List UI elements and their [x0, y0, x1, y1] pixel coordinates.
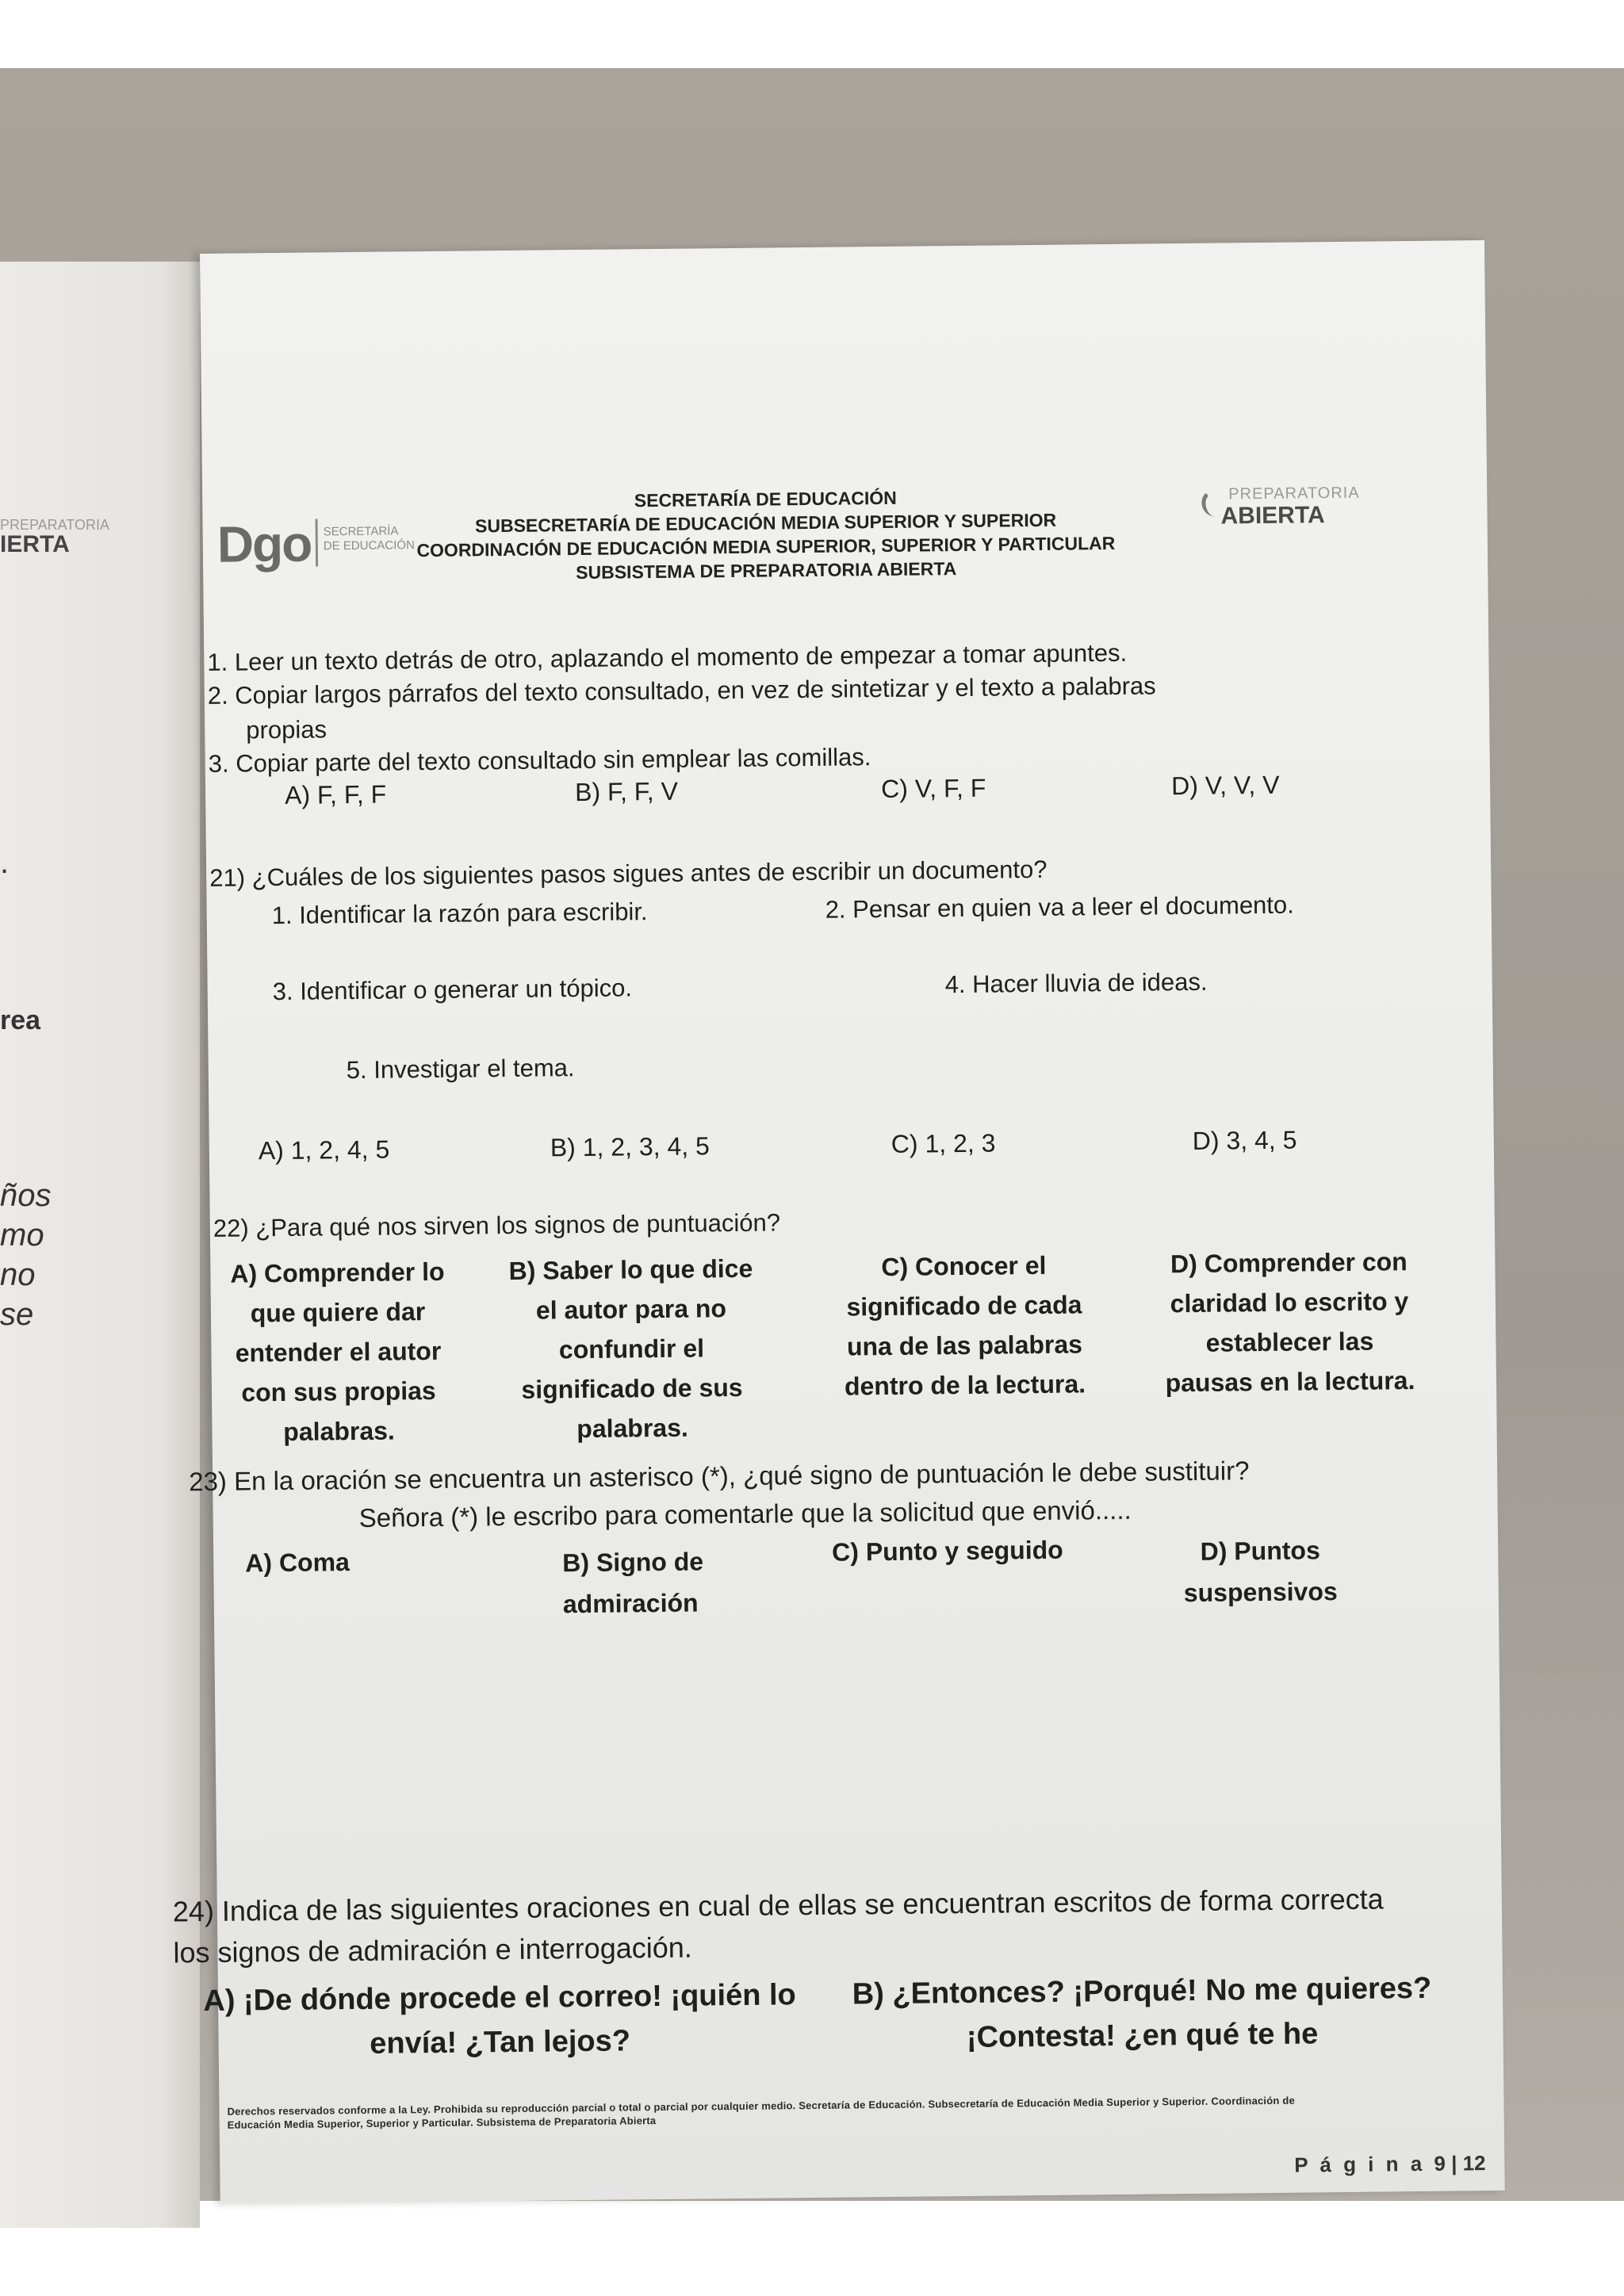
option-line: B) Signo de — [562, 1547, 704, 1578]
option-line: ¡Contesta! ¿en qué te he — [966, 2017, 1319, 2054]
option-line: palabras. — [283, 1416, 395, 1446]
option-line: dentro de la lectura. — [844, 1369, 1086, 1401]
option-line: A) ¡De dónde procede el correo! ¡quién lo — [203, 1978, 796, 2019]
left-fragment: no — [0, 1257, 36, 1292]
option-line: suspensivos — [1183, 1577, 1338, 1608]
q24-question-cont: los signos de admiración e interrogación. — [173, 1931, 692, 1969]
q24-option-b[interactable] — [829, 1966, 1456, 2061]
option-line: significado de cada — [846, 1290, 1082, 1322]
q21-option-d[interactable]: D) 3, 4, 5 — [1192, 1125, 1297, 1155]
option-line: palabras. — [576, 1413, 688, 1444]
left-header-small: PREPARATORIA — [0, 517, 110, 533]
q21-step-5: 5. Investigar el tema. — [346, 1054, 575, 1085]
left-fragment: mo — [0, 1218, 44, 1253]
q21-option-c[interactable]: C) 1, 2, 3 — [891, 1128, 996, 1158]
page-label: P á g i n a — [1294, 2151, 1426, 2177]
option-line: significado de sus — [521, 1372, 743, 1404]
header-line-2: SUBSECRETARÍA DE EDUCACIÓN MEDIA SUPERIOR Y SUPERIOR — [474, 509, 1057, 537]
q23-option-c[interactable] — [832, 1536, 1063, 1567]
q21-step-3: 3. Identificar o generar un tópico. — [272, 974, 633, 1006]
dgo-logo-text: Dgo — [216, 515, 312, 573]
q20-option-b[interactable]: B) F, F, V — [574, 776, 679, 807]
q20-item-3: 3. Copiar parte del texto consultado sin emplear las comillas. — [208, 743, 871, 778]
dgo-sub-line: SECRETARÍA — [323, 524, 399, 539]
q20-option-a[interactable]: A) F, F, F — [284, 779, 387, 809]
option-line: una de las palabras — [846, 1330, 1083, 1361]
option-line: con sus propias — [241, 1376, 436, 1407]
option-line: envía! ¿Tan lejos? — [370, 2024, 631, 2061]
q21-step-2: 2. Pensar en quien va a leer el documento. — [825, 890, 1294, 924]
option-line: que quiere dar — [250, 1297, 426, 1328]
q20-item-2-cont: propias — [246, 715, 327, 744]
option-line: B) Saber lo que dice — [508, 1253, 753, 1285]
q21-option-b[interactable]: B) 1, 2, 3, 4, 5 — [550, 1131, 710, 1162]
header-line-1: SECRETARÍA DE EDUCACIÓN — [634, 487, 897, 511]
q20-option-c[interactable]: C) V, F, F — [880, 773, 986, 804]
option-line: establecer las — [1205, 1326, 1374, 1357]
legal-line: Educación Media Superior, Superior y Particular. Subsistema de Preparatoria Abierta — [227, 2114, 657, 2131]
page-number-value: 9 | 12 — [1434, 2151, 1486, 2175]
q23-question: 23) En la oración se encuentra un asterisco (*), ¿qué signo de puntuación le debe sustituir? — [189, 1456, 1250, 1497]
option-line: D) Puntos — [1200, 1536, 1320, 1566]
q20-item-2: 2. Copiar largos párrafos del texto consultado, en vez de sintetizar y el texto a palabras — [207, 672, 1156, 710]
header-line-3: COORDINACIÓN DE EDUCACIÓN MEDIA SUPERIOR, SUPERIOR Y PARTICULAR — [416, 532, 1116, 561]
q23-sentence: Señora (*) le escribo para comentarle que la solicitud que envió..... — [358, 1494, 1132, 1533]
document-header — [408, 484, 1123, 586]
option-line: C) Punto y seguido — [832, 1535, 1063, 1567]
q22-question: 22) ¿Para qué nos sirven los signos de puntuación? — [213, 1208, 781, 1242]
exam-page — [172, 240, 1505, 2204]
option-line: confundir el — [558, 1334, 705, 1364]
q24-question: 24) Indica de las siguientes oraciones en cual de ellas se encuentran escritos de forma correcta — [172, 1882, 1384, 1928]
q23-option-b[interactable] — [562, 1540, 704, 1624]
photo-top-border — [0, 0, 1624, 68]
dgo-sub-line: DE EDUCACIÓN — [323, 538, 415, 553]
left-fragment: se — [0, 1297, 34, 1332]
abierta-logo-big: ABIERTA — [1220, 502, 1325, 530]
option-line: el autor para no — [535, 1294, 727, 1325]
photo-bottom-border — [0, 2201, 1624, 2296]
option-line: C) Conocer el — [881, 1250, 1047, 1282]
q22-option-c[interactable] — [797, 1245, 1132, 1406]
left-header-logo: IERTA — [0, 531, 70, 557]
left-fragment: rea — [0, 1005, 41, 1035]
q21-question: 21) ¿Cuáles de los siguientes pasos sigues antes de escribir un documento? — [209, 855, 1048, 892]
legal-notice — [227, 2091, 1464, 2131]
q23-option-a[interactable] — [245, 1548, 350, 1578]
q21-step-4: 4. Hacer lluvia de ideas. — [944, 967, 1208, 999]
option-line: B) ¿Entonces? ¡Porqué! No me quieres? — [852, 1971, 1432, 2011]
dgo-logo-subtext — [324, 524, 415, 553]
option-line: admiración — [562, 1588, 699, 1619]
abierta-logo-small: PREPARATORIA — [1228, 484, 1360, 503]
preparatoria-abierta-logo — [1201, 480, 1361, 545]
option-line: A) Coma — [245, 1548, 350, 1578]
option-line: pausas en la lectura. — [1165, 1366, 1415, 1398]
legal-line: Derechos reservados conforme a la Ley. Prohibida su reproducción parcial o total o parcial por cualquier medio. Secretaría de Educación. Subsecretaría de Educación Media Superior y Superior. Coordinación de — [227, 2094, 1295, 2118]
q22-option-b[interactable] — [480, 1248, 783, 1449]
header-line-4: SUBSISTEMA DE PREPARATORIA ABIERTA — [576, 558, 957, 584]
q20-item-1: 1. Leer un texto detrás de otro, aplazando el momento de empezar a tomar apuntes. — [207, 638, 1128, 676]
q23-option-d[interactable] — [1165, 1529, 1356, 1614]
left-fragment: . — [0, 845, 10, 880]
left-fragment: ños — [0, 1178, 52, 1213]
q20-option-d[interactable]: D) V, V, V — [1170, 770, 1280, 801]
option-line: claridad lo escrito y — [1170, 1287, 1409, 1318]
q22-option-d[interactable] — [1122, 1241, 1457, 1402]
page-number — [1294, 2151, 1486, 2178]
option-line: D) Comprender con — [1170, 1247, 1408, 1279]
dgo-logo — [216, 513, 423, 579]
q21-option-a[interactable]: A) 1, 2, 4, 5 — [258, 1135, 390, 1165]
option-line: A) Comprender lo — [230, 1257, 445, 1288]
q24-option-a[interactable] — [186, 1973, 814, 2068]
q21-step-1: 1. Identificar la razón para escribir. — [271, 897, 648, 930]
option-line: entender el autor — [235, 1336, 442, 1368]
previous-page-edge — [0, 262, 200, 2228]
q22-option-a[interactable] — [202, 1251, 474, 1452]
logo-divider — [316, 519, 319, 566]
